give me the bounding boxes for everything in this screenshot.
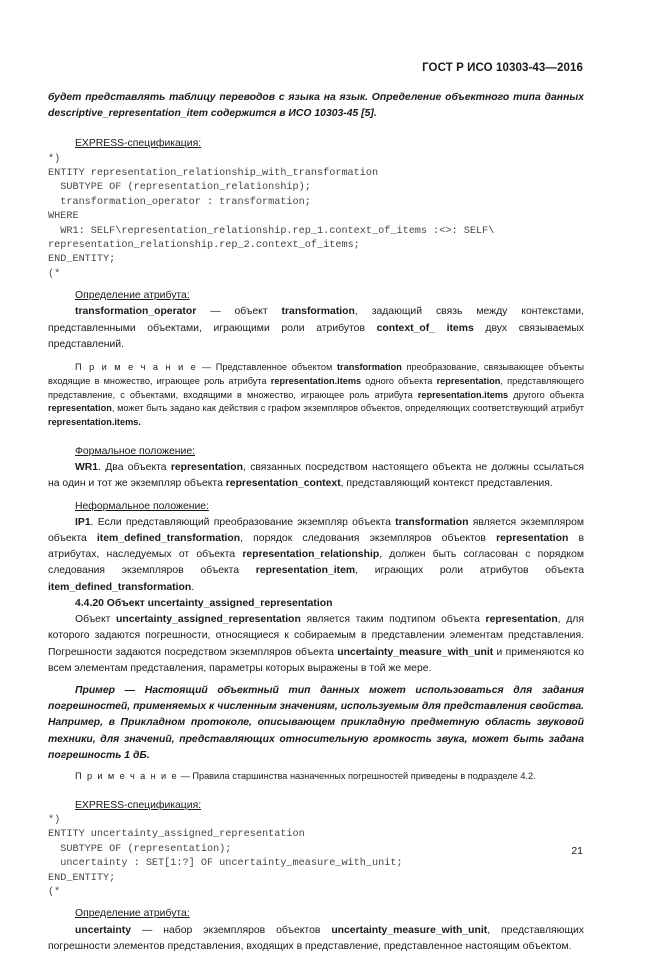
attr2-heading: Определение атрибута: xyxy=(75,908,190,920)
spec2-code-block: *) ENTITY uncertainty_assigned_representation SUBTYPE OF (representation); uncertainty : SET[1:?] OF uncertainty_measure_with_unit; END_ENTITY; (* xyxy=(48,814,403,898)
formal-heading: Формальное положение: xyxy=(75,446,195,458)
spec1-code-block: *) ENTITY representation_relationship_with_transformation SUBTYPE OF (representation_relationship); transformation_operator : transformation; WHERE WR1: SELF\representation_relationship.rep_1.context_of_items :<>: SELF\ representation_relationship.rep_2.context_of_items; END_ENTITY; (* xyxy=(48,153,495,280)
spec1-heading: EXPRESS-спецификация: xyxy=(75,138,202,150)
example-paragraph: Пример — Настоящий объектный тип данных может использоваться для задания погрешностей, применяемых к численным значениям, используемым для представления свойства. Например, в Прикладном протоколе, описывающем прикладную предметную область звуковой техники, для значений, представляющих относительную громкость звука, может быть задана погрешность 1 дБ. xyxy=(48,684,584,761)
intro-paragraph: будет представлять таблицу переводов с языка на язык. Определение объектного типа данных descriptive_representation_item содержится в ИСО 10303-45 [5]. xyxy=(48,92,584,120)
page-number: 21 xyxy=(571,845,583,857)
section-heading: 4.4.20 Объект uncertainty_assigned_representation xyxy=(75,597,333,609)
section-paragraph: Объект uncertainty_assigned_representation является таким подтипом объекта representation, для которого задаются погрешности, относящиеся к собираемым в представлении элементам представления. Погрешности задаются посредством экземпляров объекта uncertainty_measure_with_unit и применяются ко всем элементам представления, параметры которых выражены в той же мере. xyxy=(48,614,584,674)
page-header: ГОСТ Р ИСО 10303-43—2016 xyxy=(422,62,583,74)
note2: П р и м е ч а н и е — Правила старшинства назначенных погрешностей приведены в подразделе 4.2. xyxy=(75,770,536,781)
attr1-heading: Определение атрибута: xyxy=(75,290,190,302)
informal-heading: Неформальное положение: xyxy=(75,500,209,512)
note1: П р и м е ч а н и е — Представленное объектом transformation преобразование, связывающее объекты входящие в множество, играющее роль атрибута representation.items одного объекта representation, представляющего представление, с объектами, входящими в множество, играющее роль атрибута representation.items другого объекта representation, может быть задано как действия с графом экземпляров объектов, определяющих соответствующий атрибут representation.items. xyxy=(48,362,584,428)
document-body xyxy=(48,90,584,955)
formal-statement: WR1. Два объекта representation, связанных посредством настоящего объекта не должны ссылаться на один и тот же экземпляр объекта representation_context, представляющий контекст представления. xyxy=(48,462,584,490)
informal-statement: IP1. Если представляющий преобразование экземпляр объекта transformation является экземпляром объекта item_defined_transformation, порядок следования экземпляров объектов representation в атрибутах, наследуемых от объекта representation_relationship, должен быть согласован с порядком следования экземпляров объекта representation_item, играющих роли атрибутов объекта item_defined_transformation. xyxy=(48,516,584,593)
attr2-definition: uncertainty — набор экземпляров объектов uncertainty_measure_with_unit, представляющих погрешности элементов представления, входящих в представление, представленное настоящим объектом. xyxy=(48,924,584,952)
spec2-heading: EXPRESS-спецификация: xyxy=(75,799,202,811)
attr1-definition: transformation_operator — объект transformation, задающий связь между контекстами, представленными объектами, играющими роли атрибутов context_of_ items двух связываемых представлений. xyxy=(48,306,584,350)
